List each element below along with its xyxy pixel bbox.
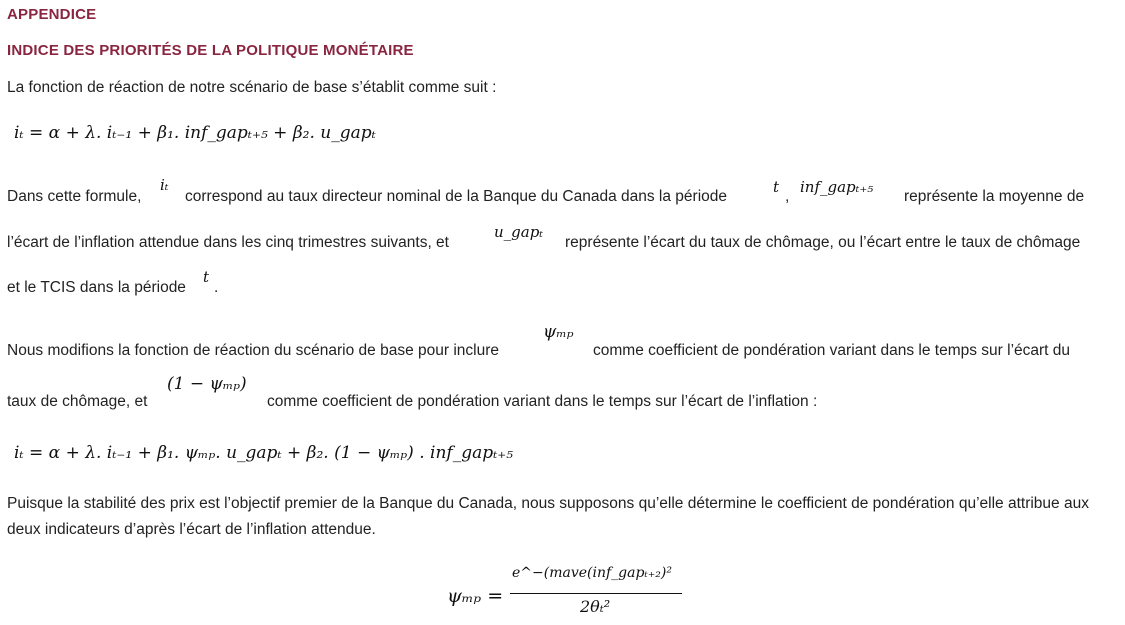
para2-line2-b: comme coefficient de pondération variant dans le temps sur l’écart de l’inflation : (267, 393, 818, 410)
intro-text: La fonction de réaction de notre scénario de base s’établit comme suit : (7, 79, 497, 96)
section-heading: INDICE DES PRIORITÉS DE LA POLITIQUE MONÉTAIRE (7, 42, 414, 59)
para1-line2-b: représente l’écart du taux de chômage, ou l’écart entre le taux de chômage (565, 234, 1081, 251)
para1-text-a: Dans cette formule, (7, 188, 142, 205)
equation-2: iₜ = α + λ. iₜ₋₁ + β₁. ψₘₚ. u_gapₜ + β₂. (1 − ψₘₚ) . inf_gapₜ₊₅ (14, 443, 514, 463)
para1-text-c: représente la moyenne de (904, 188, 1085, 205)
equation-3-numerator: e^−(mave(inf_gapₜ₊₂)² (512, 565, 672, 581)
equation-3-fraction-bar (510, 593, 682, 594)
symbol-u-gap: u_gapₜ (494, 223, 544, 241)
para1-comma: , (785, 188, 790, 205)
appendix-heading: APPENDICE (7, 6, 97, 23)
symbol-it: iₜ (160, 176, 169, 194)
symbol-psi-mp: ψₘₚ (543, 322, 574, 342)
equation-3-denominator: 2θₜ² (580, 597, 611, 616)
symbol-inf-gap: inf_gapₜ₊₅ (800, 178, 874, 196)
symbol-t-2: t (203, 268, 210, 286)
symbol-one-minus-psi: (1 − ψₘₚ) (167, 374, 247, 394)
para1-line2-a: l’écart de l’inflation attendue dans les cinq trimestres suivants, et (7, 234, 449, 251)
para2-line2-a: taux de chômage, et (7, 393, 148, 410)
para2-line1-a: Nous modifions la fonction de réaction du scénario de base pour inclure (7, 342, 499, 359)
symbol-t: t (773, 178, 780, 196)
equation-1: iₜ = α + λ. iₜ₋₁ + β₁. inf_gapₜ₊₅ + β₂. u_gapₜ (14, 123, 376, 143)
para1-line3-b: . (214, 279, 219, 296)
equation-3-lhs: ψₘₚ = (447, 585, 504, 607)
para1-text-b: correspond au taux directeur nominal de la Banque du Canada dans la période (185, 188, 728, 205)
para1-line3-a: et le TCIS dans la période (7, 279, 186, 296)
para2-line1-b: comme coefficient de pondération variant dans le temps sur l’écart du (593, 342, 1071, 359)
para3-text: Puisque la stabilité des prix est l’objectif premier de la Banque du Canada, nous supposons qu’elle détermine le coefficient de pondération qu’elle attribue aux deux indicateurs d’après l’écart de l’inflation attendue. (7, 495, 1089, 538)
